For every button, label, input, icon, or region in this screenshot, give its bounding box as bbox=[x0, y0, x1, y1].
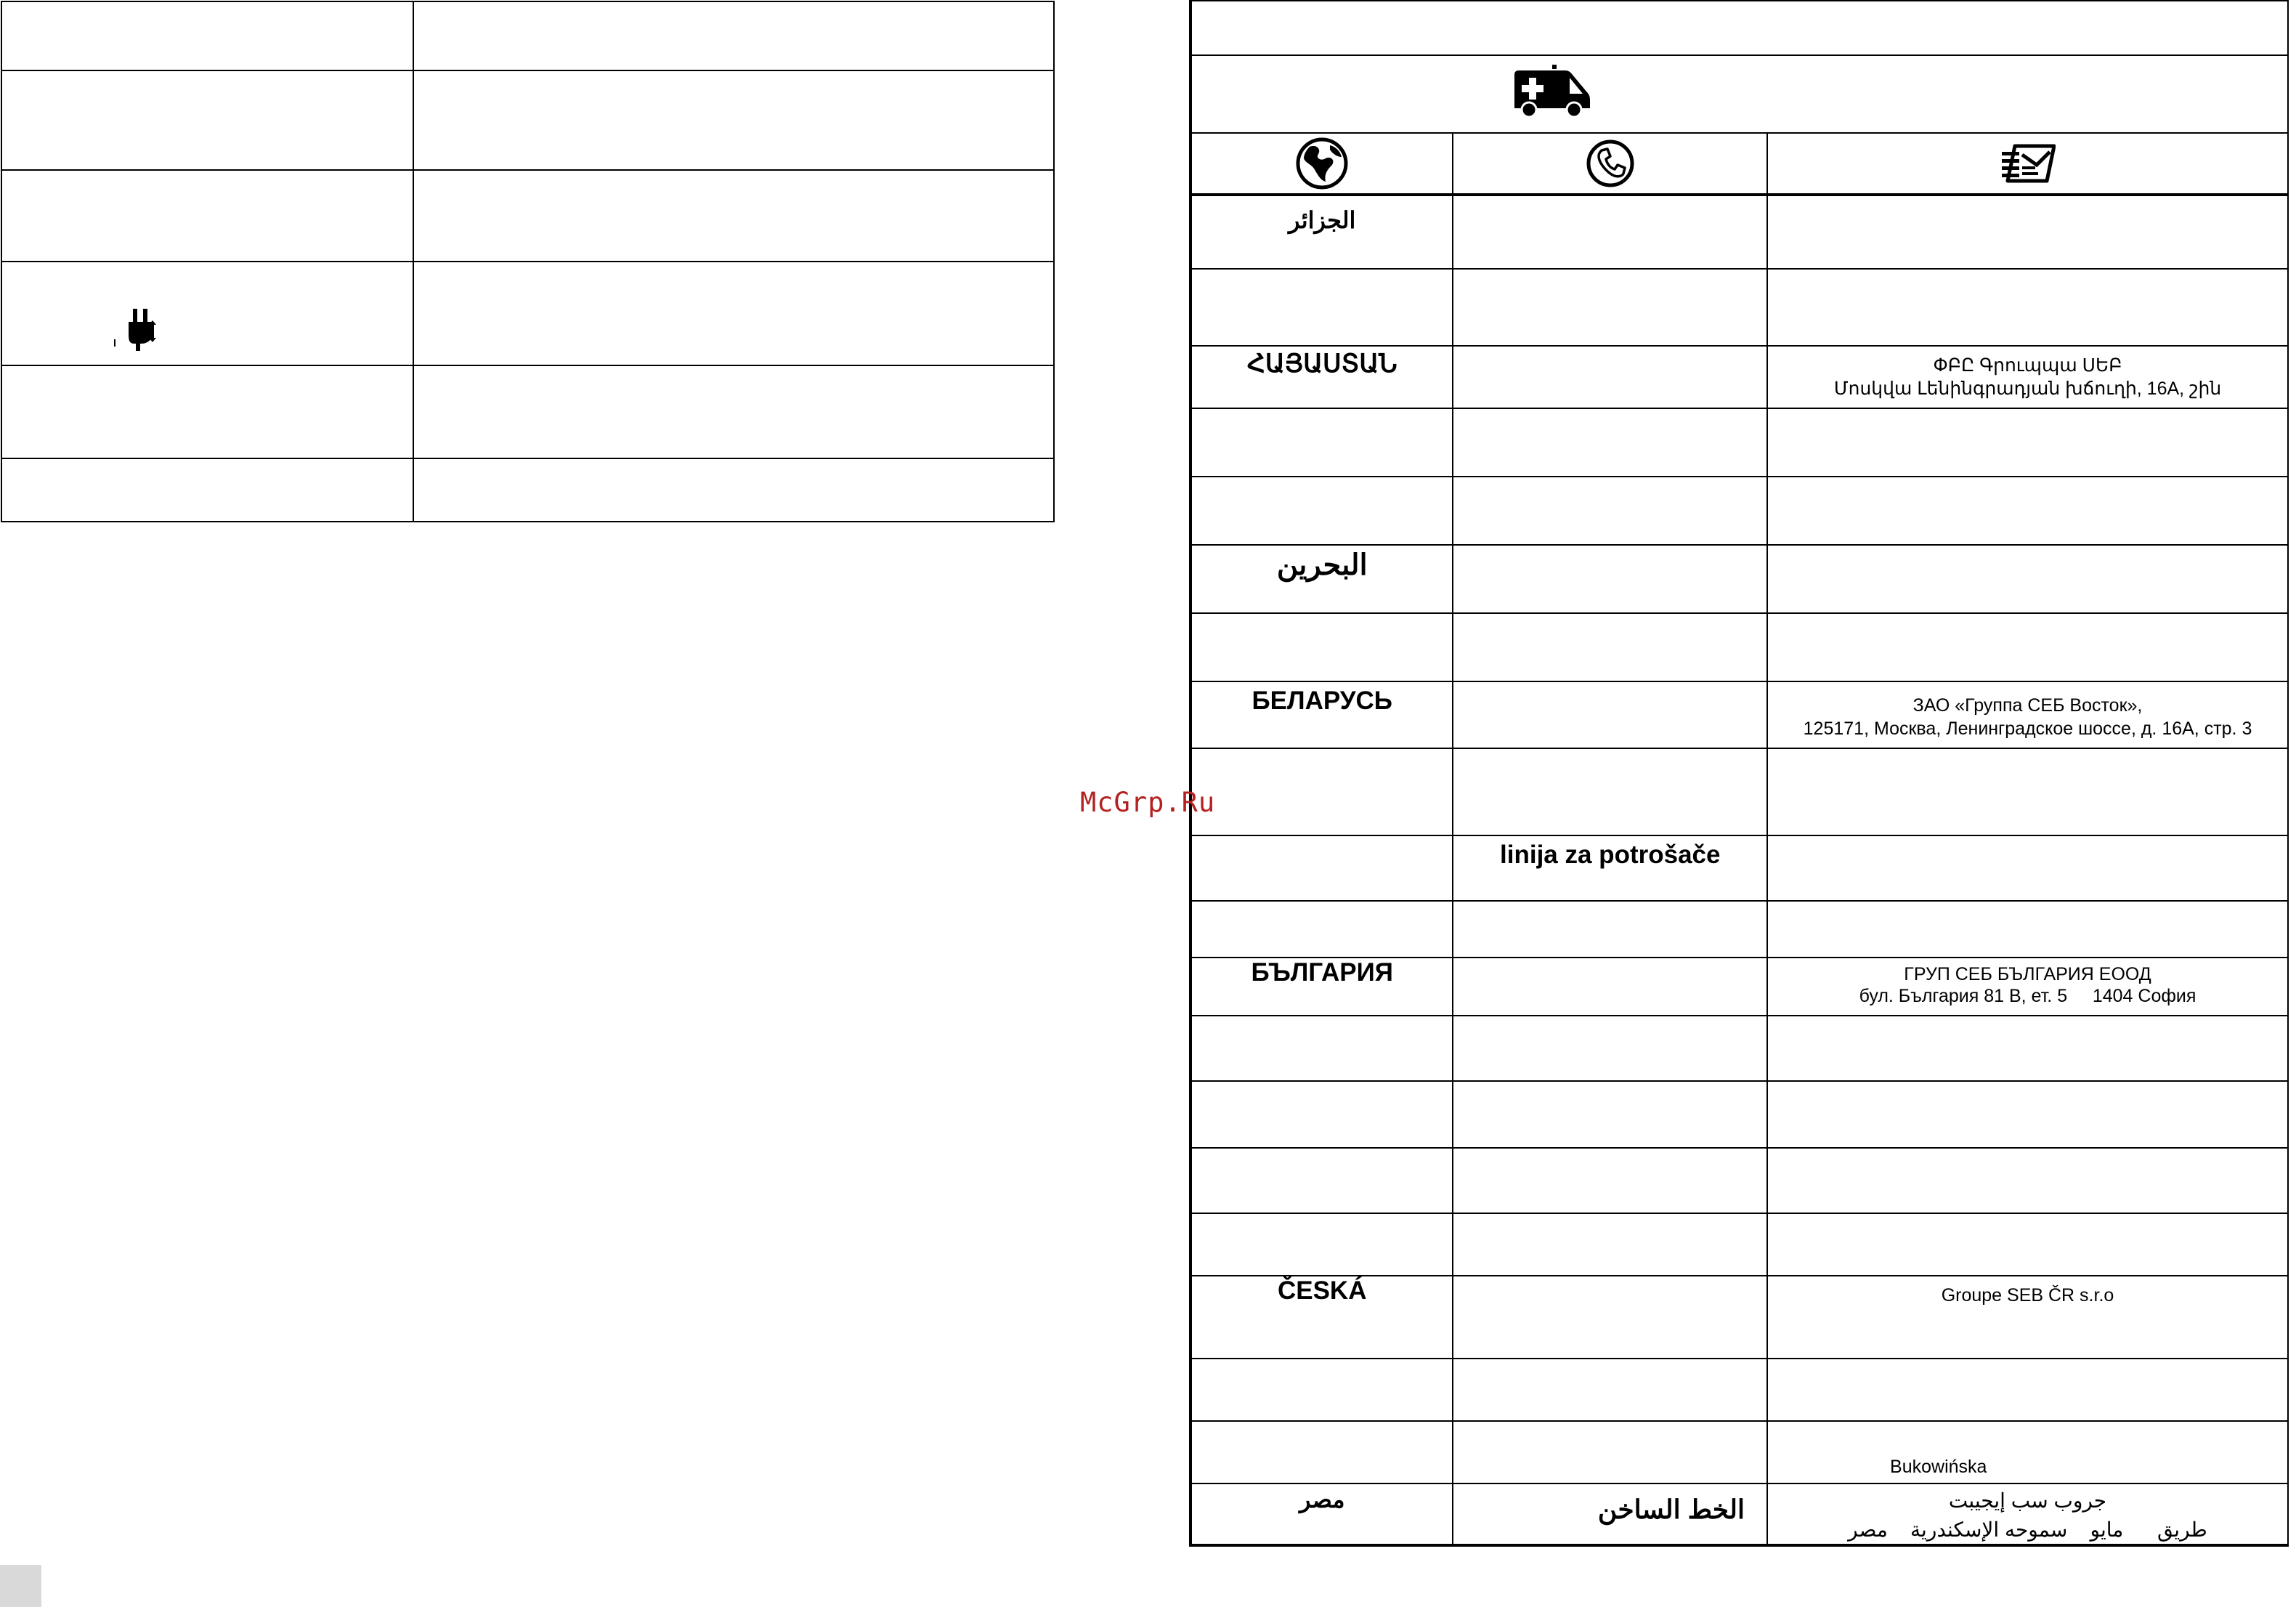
table-row bbox=[1190, 477, 2288, 545]
address-line: Մոսկվա Լենինգրադյան խճուղի, 16A, շին bbox=[1833, 379, 2222, 399]
country-name: ՀԱՅԱՍՏԱՆ bbox=[1246, 349, 1398, 378]
address-line: ЗАО «Группа СЕБ Восток», bbox=[1912, 695, 2143, 716]
service-centers-table bbox=[1189, 0, 2289, 1547]
country-name: ČESKÁ bbox=[1277, 1276, 1367, 1305]
left-table-row bbox=[1, 262, 1054, 365]
header-row bbox=[1190, 1, 2288, 55]
table-row bbox=[1190, 346, 2288, 408]
address-line: Groupe SEB ČR s.r.o bbox=[1941, 1285, 2114, 1306]
table-row bbox=[1190, 958, 2288, 1016]
hotline-label: linija za potrošače bbox=[1500, 841, 1721, 869]
hotline-label: الخط الساخن bbox=[1597, 1494, 1745, 1524]
left-table-row bbox=[1, 458, 1054, 522]
plug-icon bbox=[113, 303, 156, 354]
table-row bbox=[1190, 1483, 2288, 1545]
address-line: бул. България 81 B, ет. 5 1404 София bbox=[1859, 986, 2196, 1006]
table-row bbox=[1190, 1421, 2288, 1483]
left-table-row bbox=[1, 1, 1054, 70]
country-name: مصر bbox=[1299, 1486, 1345, 1513]
table-row bbox=[1190, 681, 2288, 748]
table-row bbox=[1190, 1276, 2288, 1359]
country-name: БЕЛАРУСЬ bbox=[1252, 687, 1392, 715]
icon-header-row bbox=[1190, 133, 2288, 195]
table-row bbox=[1190, 1359, 2288, 1421]
table-row bbox=[1190, 195, 2288, 269]
phone-icon bbox=[1586, 139, 1635, 188]
table-row bbox=[1190, 748, 2288, 835]
address-line: ГРУП СЕБ БЪЛГАРИЯ ЕООД bbox=[1904, 964, 2151, 984]
table-row bbox=[1190, 901, 2288, 958]
table-row bbox=[1190, 1081, 2288, 1148]
left-table bbox=[1, 1, 1055, 522]
table-row bbox=[1190, 613, 2288, 681]
watermark-text: McGrp.Ru bbox=[1080, 787, 1216, 818]
globe-icon bbox=[1295, 137, 1349, 190]
letter-icon bbox=[2000, 143, 2056, 184]
left-table-row bbox=[1, 70, 1054, 170]
table-row bbox=[1190, 1016, 2288, 1081]
table-row bbox=[1190, 835, 2288, 901]
left-table-row bbox=[1, 170, 1054, 262]
country-name: БЪЛГАРИЯ bbox=[1251, 958, 1393, 987]
corner-box bbox=[0, 1565, 41, 1607]
table-row bbox=[1190, 1148, 2288, 1213]
address-line: طريق مايو سموحه الإسكندرية مصر bbox=[1848, 1518, 2207, 1541]
address-line: جروب سب إيجيبت bbox=[1948, 1489, 2107, 1512]
table-row bbox=[1190, 545, 2288, 613]
table-row bbox=[1190, 408, 2288, 477]
address-line: 125171, Москва, Ленинградское шоссе, д. 16А, стр. 3 bbox=[1803, 719, 2252, 739]
address-line: Bukowińska bbox=[1890, 1457, 1987, 1477]
table-row bbox=[1190, 1213, 2288, 1276]
ambulance-row bbox=[1190, 55, 2288, 133]
address-line: ՓԲԸ Գրուպպա ՍԵԲ bbox=[1933, 355, 2122, 376]
left-table-row bbox=[1, 365, 1054, 458]
ambulance-icon bbox=[1512, 63, 1593, 118]
country-name: البحرين bbox=[1276, 549, 1368, 581]
table-row bbox=[1190, 269, 2288, 346]
country-name: الجزائر bbox=[1289, 207, 1356, 233]
